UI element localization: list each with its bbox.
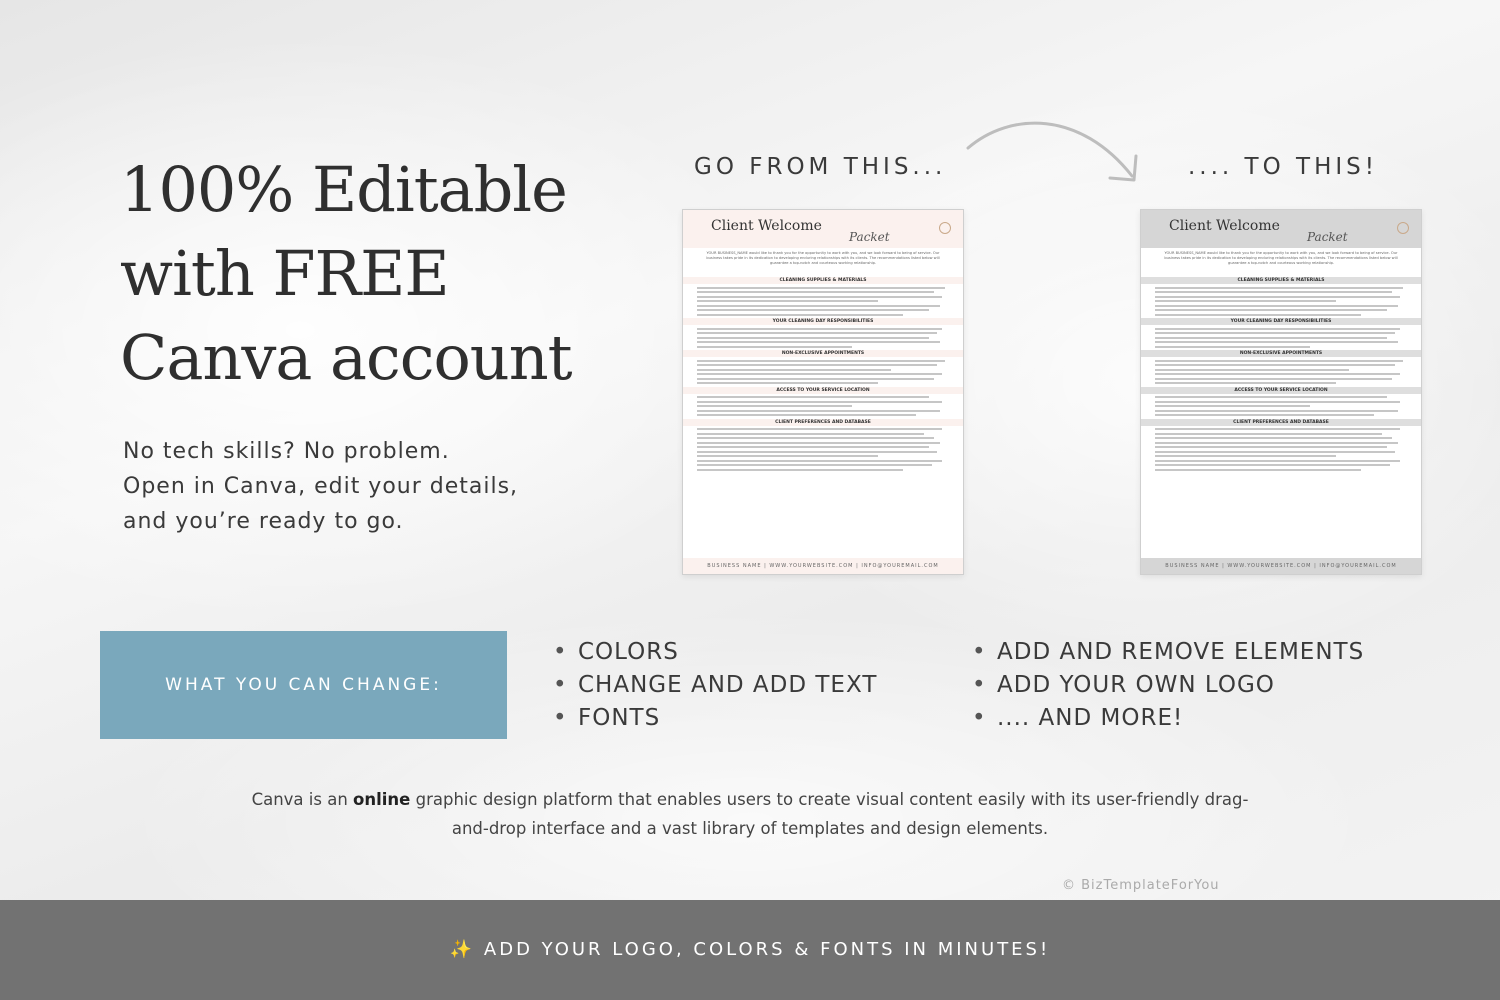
curved-arrow-icon: [960, 100, 1160, 200]
list-item: • .... AND MORE!: [972, 702, 1364, 735]
document-section-heading: NON-EXCLUSIVE APPOINTMENTS: [1141, 350, 1421, 357]
subtext: [123, 434, 518, 539]
headline-line: Canva account: [120, 321, 572, 394]
document-script-title: Packet: [849, 230, 890, 244]
document-text-lines: [691, 328, 955, 348]
logo-icon: [1397, 222, 1409, 234]
canva-description: [250, 785, 1250, 843]
document-text-lines: [1149, 287, 1413, 316]
document-header: [683, 210, 963, 248]
what-you-can-change-box: WHAT YOU CAN CHANGE:: [100, 631, 507, 739]
document-footer: BUSINESS NAME | WWW.YOURWEBSITE.COM | INFO@YOUREMAIL.COM: [1141, 558, 1421, 574]
document-section-heading: CLEANING SUPPLIES & MATERIALS: [1141, 277, 1421, 284]
document-text-lines: [1149, 360, 1413, 385]
document-text-lines: [1149, 396, 1413, 416]
document-section-heading: CLIENT PREFERENCES AND DATABASE: [683, 419, 963, 426]
document-text-lines: [1149, 328, 1413, 348]
bottom-banner: ✨ ADD YOUR LOGO, COLORS & FONTS IN MINUTES!: [0, 900, 1500, 1000]
document-after: [1140, 209, 1422, 575]
document-intro: YOUR BUSINESS_NAME would like to thank you for the opportunity to work with you, and we look forward to being of service. Our business takes pride in its dedication to developing enduring relationships with its clients. The recommendations listed below will guarantee a top-notch and courteous working relationship.: [706, 251, 940, 265]
change-list-right: [972, 636, 1364, 735]
document-section-heading: CLIENT PREFERENCES AND DATABASE: [1141, 419, 1421, 426]
description-text: graphic design platform that enables users to create visual content easily with its user-friendly drag-and-drop interface and a vast library of templates and design elements.: [410, 790, 1249, 838]
headline-line: 100% Editable: [120, 153, 567, 226]
logo-icon: [939, 222, 951, 234]
list-item: • ADD AND REMOVE ELEMENTS: [972, 636, 1364, 669]
document-text-lines: [691, 360, 955, 385]
list-item: • COLORS: [553, 636, 877, 669]
document-text-lines: [1149, 428, 1413, 471]
headline-line: with FREE: [120, 237, 449, 310]
change-list-left: [553, 636, 877, 735]
document-section-heading: CLEANING SUPPLIES & MATERIALS: [683, 277, 963, 284]
list-item: • CHANGE AND ADD TEXT: [553, 669, 877, 702]
document-section-heading: ACCESS TO YOUR SERVICE LOCATION: [683, 387, 963, 394]
subtext-line: Open in Canva, edit your details,: [123, 474, 519, 499]
list-item: • ADD YOUR OWN LOGO: [972, 669, 1364, 702]
document-before: [682, 209, 964, 575]
document-section-heading: YOUR CLEANING DAY RESPONSIBILITIES: [1141, 318, 1421, 325]
document-header: [1141, 210, 1421, 248]
subtext-line: and you’re ready to go.: [123, 509, 404, 534]
headline: [120, 148, 572, 400]
document-text-lines: [691, 287, 955, 316]
document-footer: BUSINESS NAME | WWW.YOURWEBSITE.COM | INFO@YOUREMAIL.COM: [683, 558, 963, 574]
document-section-heading: ACCESS TO YOUR SERVICE LOCATION: [1141, 387, 1421, 394]
document-section-heading: NON-EXCLUSIVE APPOINTMENTS: [683, 350, 963, 357]
list-item: • FONTS: [553, 702, 877, 735]
document-section-heading: YOUR CLEANING DAY RESPONSIBILITIES: [683, 318, 963, 325]
subtext-line: No tech skills? No problem.: [123, 439, 450, 464]
document-text-lines: [691, 428, 955, 471]
document-title: Client Welcome: [711, 218, 822, 234]
description-bold: online: [353, 790, 411, 809]
description-text: Canva is an: [251, 790, 354, 809]
to-label: .... TO THIS!: [1188, 154, 1378, 180]
from-label: GO FROM THIS...: [694, 154, 947, 180]
document-intro: YOUR BUSINESS_NAME would like to thank you for the opportunity to work with you, and we look forward to being of service. Our business takes pride in its dedication to developing enduring relationships with its clients. The recommendations listed below will guarantee a top-notch and courteous working relationship.: [1164, 251, 1398, 265]
document-text-lines: [691, 396, 955, 416]
document-script-title: Packet: [1307, 230, 1348, 244]
copyright: © BizTemplateForYou: [1062, 878, 1220, 893]
document-title: Client Welcome: [1169, 218, 1280, 234]
